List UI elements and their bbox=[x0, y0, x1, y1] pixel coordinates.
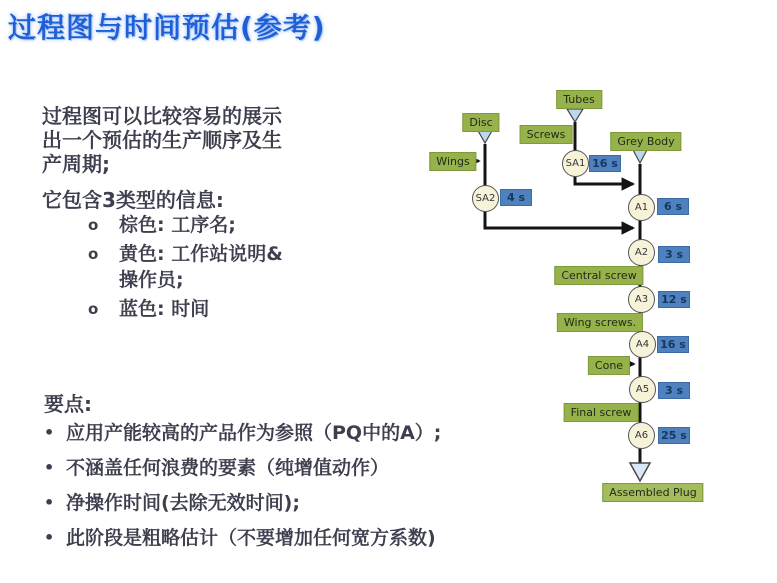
time-badge-a2: 3 s bbox=[658, 246, 690, 263]
station-node-a6: A6 bbox=[628, 422, 655, 449]
page-title: 过程图与时间预估(参考) bbox=[8, 11, 326, 44]
list-item bbox=[44, 492, 441, 514]
list-item-text: 净操作时间(去除无效时间); bbox=[66, 492, 300, 514]
time-badge-sa1: 16 s bbox=[589, 155, 621, 172]
bullet-marker: • bbox=[44, 493, 55, 512]
list-item bbox=[44, 422, 441, 444]
keypoints-heading: 要点: bbox=[44, 392, 92, 416]
bullet-marker: • bbox=[44, 458, 55, 477]
material-label-wings: Wings bbox=[429, 152, 476, 171]
types-bullet-list bbox=[88, 212, 283, 325]
output-label-assembled-plug: Assembled Plug bbox=[602, 483, 703, 502]
material-label-tubes: Tubes bbox=[556, 90, 602, 109]
bullet-marker: • bbox=[44, 423, 55, 442]
list-item-text: 不涵盖任何浪费的要素（纯增值动作） bbox=[66, 457, 390, 479]
intro-line: 出一个预估的生产顺序及生 bbox=[42, 128, 282, 152]
list-item-text: 蓝色: 时间 bbox=[119, 298, 210, 320]
list-item-text: 棕色: 工序名; bbox=[119, 214, 236, 236]
sa1-connector-arrow bbox=[575, 175, 633, 184]
material-label-cone: Cone bbox=[588, 356, 630, 375]
material-label-disc: Disc bbox=[462, 113, 499, 132]
time-badge-a1: 6 s bbox=[657, 198, 689, 215]
list-item bbox=[88, 212, 283, 238]
material-label-final-screw: Final screw bbox=[564, 403, 639, 422]
bullet-marker: o bbox=[88, 245, 99, 263]
process-flow-diagram bbox=[430, 80, 777, 540]
bullet-marker: o bbox=[88, 216, 99, 234]
time-badge-a6: 25 s bbox=[658, 427, 690, 444]
list-item-text: 此阶段是粗略估计（不要增加任何宽方系数) bbox=[66, 527, 436, 549]
list-item-text: 黄色: 工作站说明& bbox=[119, 243, 283, 265]
list-item bbox=[88, 296, 283, 322]
material-label-wing-screws: Wing screws. bbox=[557, 313, 643, 332]
station-node-a4: A4 bbox=[629, 331, 656, 358]
tubes-inventory-triangle-icon bbox=[567, 109, 583, 122]
sa2-connector-arrow bbox=[485, 210, 633, 228]
time-badge-a4: 16 s bbox=[657, 336, 689, 353]
time-badge-sa2: 4 s bbox=[500, 189, 532, 206]
time-badge-a5: 3 s bbox=[658, 382, 690, 399]
bullet-marker: o bbox=[88, 300, 99, 318]
station-node-a1: A1 bbox=[628, 194, 655, 221]
list-item bbox=[44, 527, 441, 549]
material-label-grey-body: Grey Body bbox=[610, 132, 681, 151]
station-node-a3: A3 bbox=[628, 286, 655, 313]
list-item bbox=[88, 241, 283, 293]
bullet-marker: • bbox=[44, 528, 55, 547]
list-item bbox=[44, 457, 441, 479]
list-item-text: 应用产能较高的产品作为参照（PQ中的A）; bbox=[66, 422, 442, 444]
intro-line: 产周期; bbox=[42, 152, 110, 176]
connector-lines bbox=[430, 80, 777, 540]
intro-paragraph bbox=[42, 104, 282, 176]
station-node-a2: A2 bbox=[628, 239, 655, 266]
keypoints-bullet-list bbox=[44, 422, 441, 562]
types-heading: 它包含3类型的信息: bbox=[42, 188, 224, 212]
time-badge-a3: 12 s bbox=[658, 291, 690, 308]
finished-goods-triangle-icon bbox=[630, 463, 650, 481]
station-node-sa2: SA2 bbox=[472, 185, 499, 212]
station-node-sa1: SA1 bbox=[562, 150, 589, 177]
material-label-central-screw: Central screw bbox=[554, 266, 643, 285]
station-node-a5: A5 bbox=[629, 376, 656, 403]
intro-line: 过程图可以比较容易的展示 bbox=[42, 104, 282, 128]
material-label-screws: Screws bbox=[520, 125, 573, 144]
list-item-text: 操作员; bbox=[119, 269, 184, 291]
